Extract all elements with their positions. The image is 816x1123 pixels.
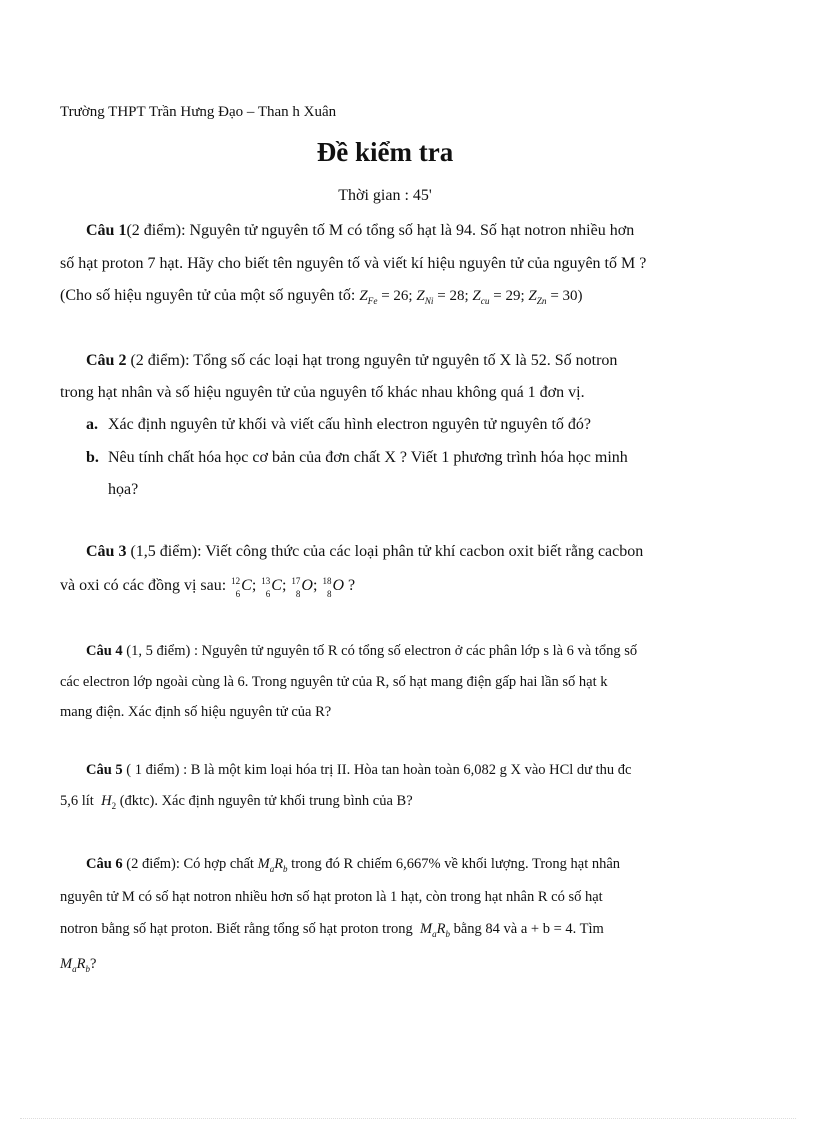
cu-value: = 29; <box>493 288 525 304</box>
isotope-atomic-number: 6 <box>235 589 241 599</box>
isotope-symbol: O <box>301 577 313 594</box>
q1-text-3: (Cho số hiệu nguyên tử của một số nguyên tố: <box>60 287 356 304</box>
q1-label: Câu 1 <box>86 222 127 239</box>
q4-line-1 <box>86 643 637 660</box>
formula-b: b <box>445 928 450 939</box>
z-symbol: Z <box>416 288 425 304</box>
q1-formula <box>359 288 583 307</box>
compound-formula <box>60 956 90 972</box>
isotope-sep: ? <box>344 577 356 594</box>
hydrogen-symbol: H <box>101 793 112 809</box>
q4-line-3: mang điện. Xác định số hiệu nguyên tử của R? <box>60 704 332 720</box>
q2-item-a: Xác định nguyên tử khối và viết cấu hình electron nguyên tử nguyên tố đó? <box>108 416 591 433</box>
isotope-atomic-number: 8 <box>295 589 301 599</box>
isotope-symbol: O <box>332 577 344 594</box>
q5-text-2b: (đktc). Xác định nguyên tử khối trung bình của B? <box>119 793 413 809</box>
exam-duration: Thời gian : 45' <box>338 187 432 204</box>
q6-line-3 <box>60 921 604 938</box>
formula-a: a <box>269 863 275 874</box>
formula-m: M <box>60 956 73 972</box>
formula-b: b <box>85 963 90 974</box>
isotope-list <box>230 576 356 599</box>
page-bottom-divider <box>20 1118 796 1119</box>
ni-sub: Ni <box>424 297 434 307</box>
isotope-sep: ; <box>281 577 287 594</box>
isotope-mass: 18 <box>322 576 332 586</box>
q2-label: Câu 2 <box>86 352 127 369</box>
q1-line-1 <box>86 222 634 240</box>
q1-line-3 <box>60 287 583 305</box>
compound-formula <box>258 856 288 872</box>
q1-text-1: (2 điểm): Nguyên tử nguyên tố M có tổng số hạt là 94. Số hạt notron nhiều hơn <box>126 222 635 239</box>
isotope-c13 <box>260 576 287 599</box>
formula-m: M <box>420 921 433 937</box>
isotope-atomic-number: 8 <box>326 589 332 599</box>
q2-line-2: trong hạt nhân và số hiệu nguyên tử của nguyên tố khác nhau không quá 1 đơn vị. <box>60 384 585 401</box>
q5-label: Câu 5 <box>86 762 123 778</box>
school-header: Trường THPT Trần Hưng Đạo – Than h Xuân <box>60 104 337 120</box>
formula-r: R <box>76 956 86 972</box>
q3-line-1 <box>86 543 643 561</box>
isotope-c12 <box>230 576 257 599</box>
close-paren: ) <box>577 288 583 304</box>
q4-line-2: các electron lớp ngoài cùng là 6. Trong nguyên tử của R, số hạt mang điện gấp hai lần số hạt k <box>60 674 608 690</box>
isotope-mass: 13 <box>261 576 271 586</box>
q3-line-2 <box>60 576 356 599</box>
q6-text-3a: notron bằng số hạt proton. Biết rằng tổng số hạt proton trong <box>60 921 413 937</box>
isotope-mass: 17 <box>291 576 301 586</box>
ni-value: = 28; <box>437 288 469 304</box>
isotope-mass: 12 <box>231 576 241 586</box>
formula-b: b <box>283 863 288 874</box>
q6-text-3b: bằng 84 và a + b = 4. Tìm <box>453 921 604 937</box>
isotope-o17 <box>290 576 318 599</box>
q6-line-1 <box>86 856 620 873</box>
formula-r: R <box>436 921 446 937</box>
q2-a-marker: a. <box>86 416 98 433</box>
q2-text-1: (2 điểm): Tổng số các loại hạt trong nguyên tử nguyên tố X là 52. Số notron <box>126 352 618 369</box>
isotope-o18 <box>321 576 356 599</box>
isotope-atomic-number: 6 <box>265 589 271 599</box>
q5-text-1: ( 1 điểm) : B là một kim loại hóa trị II. Hòa tan hoàn toàn 6,082 g X vào HCl dư thu đc <box>122 762 632 778</box>
q5-text-2a: 5,6 lít <box>60 793 94 809</box>
isotope-sep: ; <box>312 577 318 594</box>
q4-label: Câu 4 <box>86 643 123 659</box>
q2-line-1 <box>86 352 617 370</box>
hydrogen-subscript: 2 <box>111 800 117 811</box>
z-symbol: Z <box>359 288 368 304</box>
formula-a: a <box>432 928 437 939</box>
z-symbol: Z <box>528 288 537 304</box>
q2-item-b-line-2: họa? <box>108 481 139 498</box>
q6-line-4 <box>60 956 96 973</box>
cu-sub: cu <box>480 297 490 307</box>
q2-item-b-marker <box>86 449 99 467</box>
q5-line-1 <box>86 762 632 779</box>
q2-item-b-line-1: Nêu tính chất hóa học cơ bản của đơn chất X ? Viết 1 phương trình hóa học minh <box>108 449 628 466</box>
z-symbol: Z <box>472 288 481 304</box>
isotope-sep: ; <box>251 577 257 594</box>
fe-sub: Fe <box>367 297 378 307</box>
formula-a: a <box>72 963 77 974</box>
zn-value: = 30 <box>550 288 578 304</box>
q2-b-marker: b. <box>86 449 99 466</box>
q6-text-1a: (2 điểm): Có hợp chất <box>122 856 254 872</box>
q3-label: Câu 3 <box>86 543 127 560</box>
formula-m: M <box>257 856 270 872</box>
q2-item-a-marker <box>86 416 98 434</box>
q4-text-1: (1, 5 điểm) : Nguyên tử nguyên tố R có tổng số electron ở các phân lớp s là 6 và tổng số <box>122 643 638 659</box>
isotope-symbol: C <box>241 577 252 594</box>
q6-text-1b: trong đó R chiếm 6,667% về khối lượng. Trong hạt nhân <box>291 856 621 872</box>
q6-label: Câu 6 <box>86 856 123 872</box>
q3-text-1: (1,5 điểm): Viết công thức của các loại phân tử khí cacbon oxit biết rằng cacbon <box>126 543 644 560</box>
q3-text-2: và oxi có các đồng vị sau: <box>60 577 227 594</box>
fe-value: = 26; <box>381 288 413 304</box>
zn-sub: Zn <box>536 297 547 307</box>
q5-line-2 <box>60 793 413 810</box>
q1-line-2: số hạt proton 7 hạt. Hãy cho biết tên nguyên tố và viết kí hiệu nguyên tử của nguyên tố M ? <box>60 255 647 272</box>
q6-line-2: nguyên tử M có số hạt notron nhiều hơn số hạt proton là 1 hạt, còn trong hạt nhân R có số hạt <box>60 889 603 905</box>
formula-r: R <box>274 856 284 872</box>
compound-formula <box>420 921 450 937</box>
isotope-symbol: C <box>271 577 282 594</box>
q6-text-4: ? <box>89 956 97 972</box>
page-title: Đề kiểm tra <box>316 137 454 167</box>
